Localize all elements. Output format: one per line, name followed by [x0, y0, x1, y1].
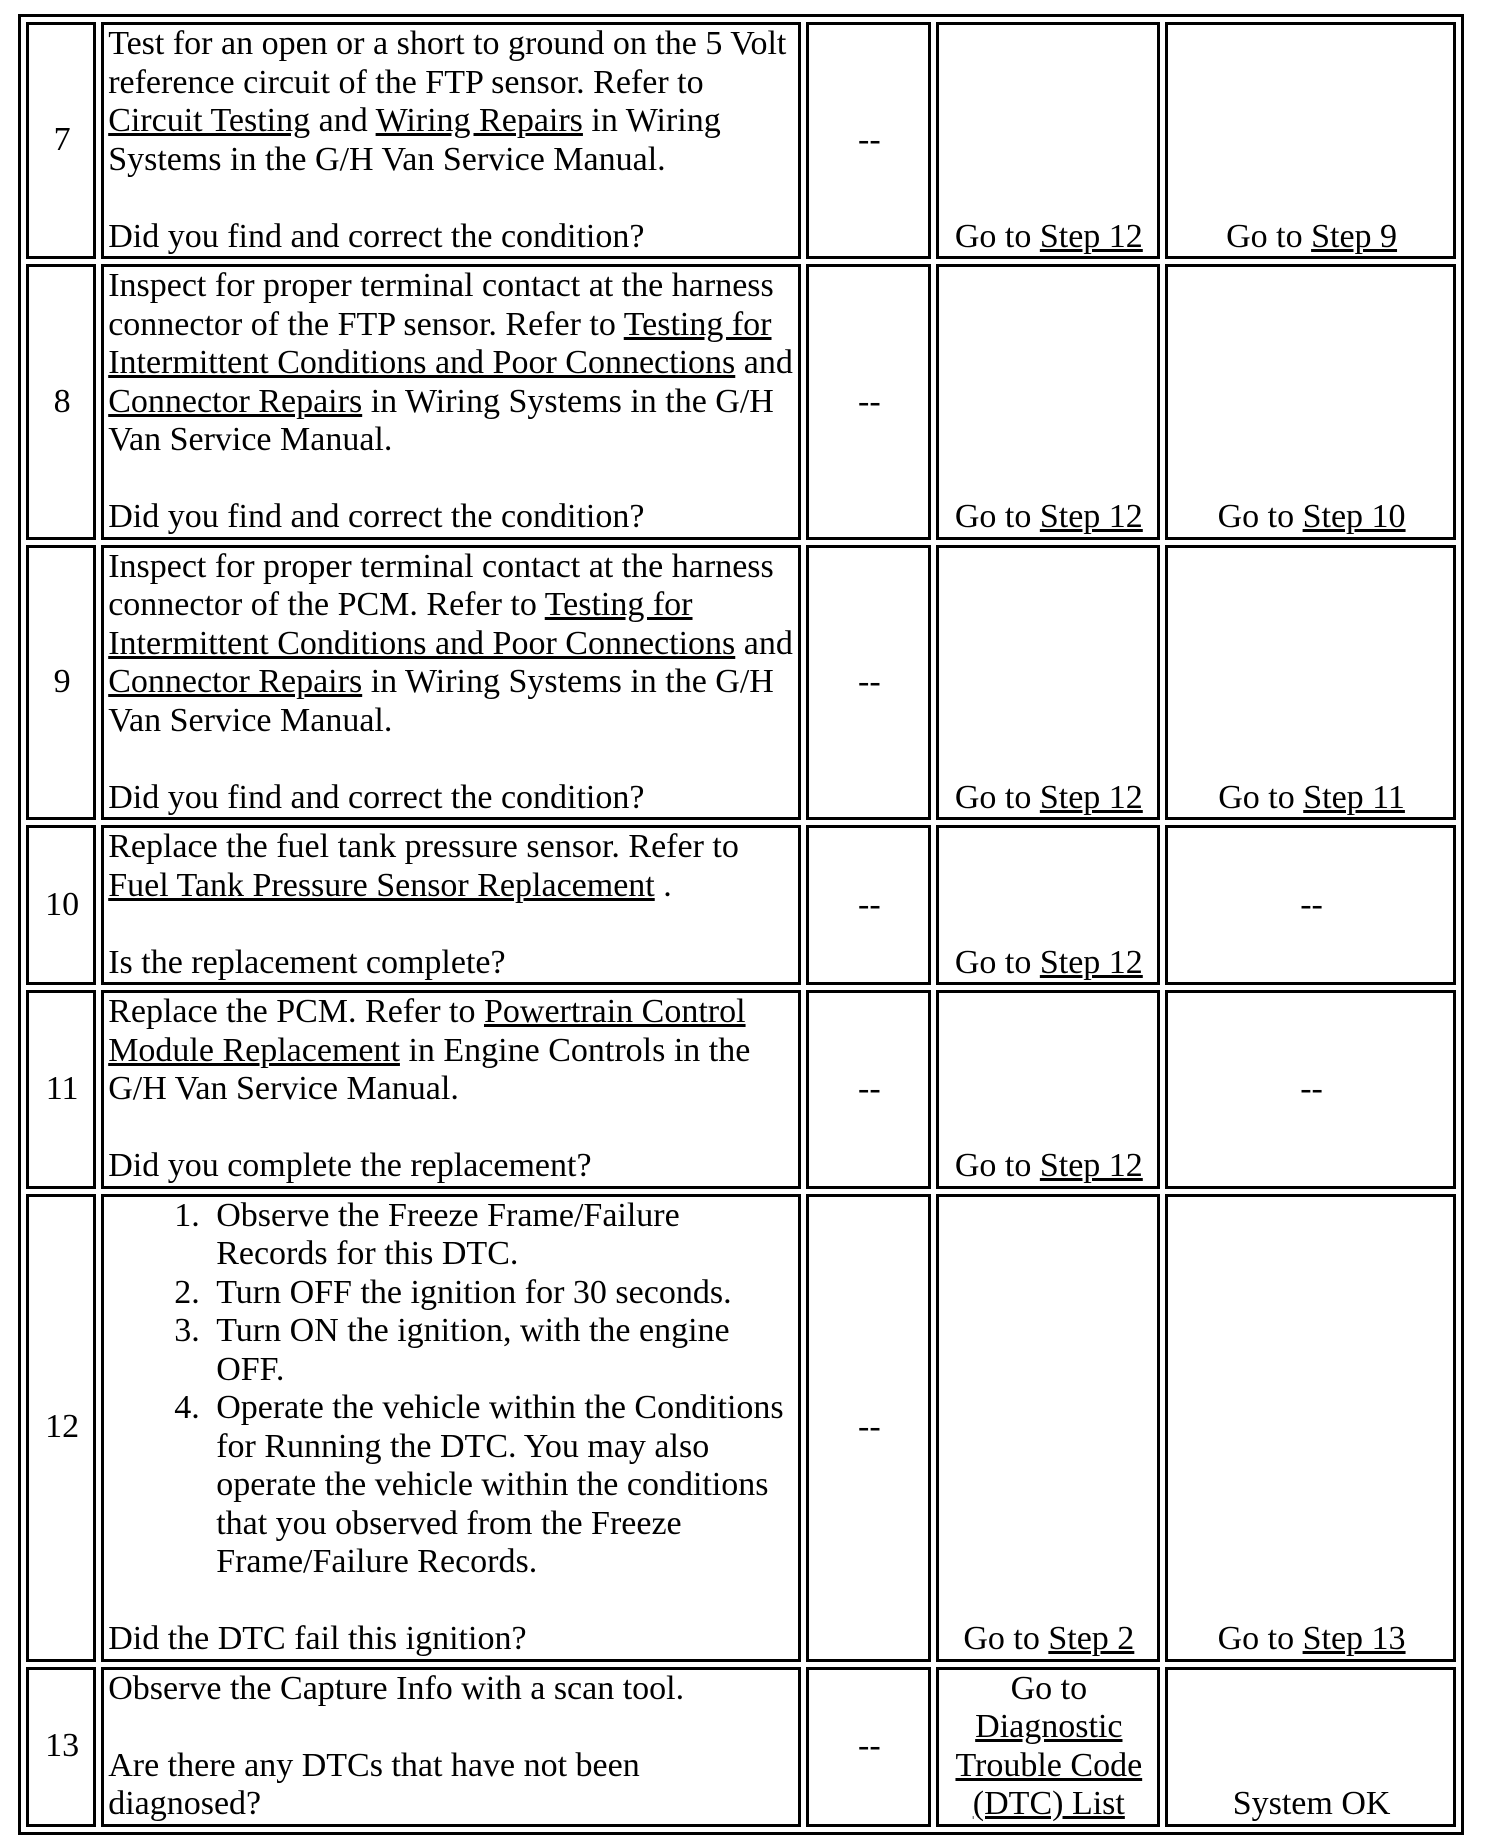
goto-prefix: Go to [954, 943, 1040, 981]
action-text-segment: and [735, 624, 793, 662]
goto-prefix: Go to [954, 498, 1040, 535]
action-cell [101, 1194, 801, 1662]
no-cell [1165, 1667, 1456, 1827]
step-number: 9 [26, 545, 96, 821]
action-text-segment: Replace the PCM. Refer to [108, 993, 484, 1030]
action-text-segment: in Wiring Systems in the G/H Van Service Manual. [108, 663, 774, 739]
goto-prefix: Go to [963, 1620, 1049, 1657]
action-text [108, 25, 796, 179]
goto-prefix: Go to [1217, 498, 1303, 535]
table-row [26, 545, 1456, 821]
action-cell [101, 22, 801, 259]
reference-link[interactable]: Testing for Intermittent Conditions and Poor Connections [108, 586, 736, 662]
goto-link[interactable]: Step 11 [1303, 778, 1405, 816]
action-cell [101, 264, 801, 540]
value-cell: -- [806, 990, 930, 1189]
action-text-segment: Test for an open or a short to ground on the 5 Volt reference circuit of the FTP sensor. Refer to [108, 25, 787, 101]
goto-link[interactable]: Step 2 [1048, 1620, 1135, 1657]
step-number: 11 [26, 990, 96, 1189]
spacer [108, 1582, 796, 1621]
goto-link[interactable]: Step 10 [1302, 498, 1406, 535]
no-cell [1165, 825, 1456, 985]
spacer [108, 179, 796, 218]
reference-link[interactable]: Powertrain Control Module Replacement [108, 993, 746, 1069]
no-cell [1165, 264, 1456, 540]
question-text: Are there any DTCs that have not been diagnosed? [108, 1746, 640, 1822]
procedure-list [108, 1197, 796, 1582]
yes-cell [936, 1667, 1161, 1827]
cell-text: -- [1300, 885, 1323, 923]
step-number: 10 [26, 825, 96, 985]
procedure-item: 1. Observe the Freeze Frame/Failure Records for this DTC. [208, 1197, 796, 1274]
no-cell [1165, 990, 1456, 1189]
goto-link[interactable]: Step 12 [1039, 217, 1143, 255]
question-text: Did you complete the replacement? [108, 1147, 592, 1184]
action-text-segment: and [310, 102, 376, 139]
no-cell [1165, 1194, 1456, 1662]
step-number: 13 [26, 1667, 96, 1827]
spacer [108, 1708, 796, 1747]
goto-prefix: Go to [1217, 1620, 1303, 1657]
question-text: Did you find and correct the condition? [108, 217, 645, 255]
procedure-item: 2. Turn OFF the ignition for 30 seconds. [208, 1274, 796, 1313]
reference-link[interactable]: Connector Repairs [108, 663, 363, 700]
action-text-segment: Replace the fuel tank pressure sensor. Refer to [108, 828, 739, 865]
reference-link[interactable]: Fuel Tank Pressure Sensor Replacement [108, 866, 655, 904]
question-text: Did you find and correct the condition? [108, 498, 645, 535]
table-row [26, 990, 1456, 1189]
reference-link[interactable]: Testing for Intermittent Conditions and Poor Connections [108, 305, 772, 381]
value-cell: -- [806, 545, 930, 821]
procedure-item: 3. Turn ON the ignition, with the engine OFF. [208, 1312, 796, 1389]
diagnostic-table-container [18, 14, 1464, 1822]
reference-link[interactable]: Circuit Testing [108, 102, 311, 139]
goto-link[interactable]: Step 9 [1311, 217, 1398, 255]
action-text-segment: Inspect for proper terminal contact at the harness connector of the PCM. Refer to [108, 547, 774, 623]
question-text: Did the DTC fail this ignition? [108, 1620, 527, 1657]
goto-link[interactable]: Step 12 [1039, 1147, 1143, 1184]
procedure-item: 4. Operate the vehicle within the Conditions for Running the DTC. You may also operate the vehicle within the conditions that you observed from the Freeze Frame/Failure Records. [208, 1389, 796, 1582]
yes-cell [936, 990, 1161, 1189]
table-row [26, 1194, 1456, 1662]
action-cell [101, 990, 801, 1189]
action-text-segment: and [735, 344, 793, 381]
action-cell [101, 545, 801, 821]
goto-prefix: Go to [954, 778, 1040, 816]
no-cell [1165, 545, 1456, 821]
action-text [108, 993, 796, 1109]
action-text-segment: Observe the Capture Info with a scan tool. [108, 1669, 685, 1707]
goto-link[interactable]: Step 12 [1039, 498, 1143, 535]
diagnostic-table [18, 14, 1464, 1835]
table-row [26, 1667, 1456, 1827]
yes-cell [936, 545, 1161, 821]
value-cell: -- [806, 264, 930, 540]
action-text-segment: in Engine Controls in the G/H Van Service Manual. [108, 1031, 751, 1107]
question-text: Is the replacement complete? [108, 943, 506, 981]
value-cell: -- [806, 22, 930, 259]
action-text-segment: . [654, 866, 672, 904]
goto-prefix: Go to [954, 217, 1040, 255]
goto-prefix: Go to [1218, 778, 1304, 816]
spacer [108, 460, 796, 499]
action-text-segment: in Wiring Systems in the G/H Van Service Manual. [108, 102, 721, 178]
step-number: 7 [26, 22, 96, 259]
action-text [108, 1670, 796, 1709]
yes-cell [936, 264, 1161, 540]
table-row [26, 264, 1456, 540]
yes-cell [936, 825, 1161, 985]
action-text-segment: Inspect for proper terminal contact at the harness connector of the FTP sensor. Refer to [108, 267, 774, 343]
no-cell [1165, 22, 1456, 259]
spacer [108, 905, 796, 944]
value-cell: -- [806, 825, 930, 985]
yes-cell [936, 1194, 1161, 1662]
goto-link[interactable]: Diagnostic Trouble Code (DTC) List [955, 1708, 1143, 1822]
value-cell: -- [806, 1194, 930, 1662]
table-row [26, 825, 1456, 985]
goto-link[interactable]: Step 12 [1039, 778, 1143, 816]
goto-link[interactable]: Step 12 [1039, 943, 1143, 981]
action-text [108, 548, 796, 741]
step-number: 12 [26, 1194, 96, 1662]
cell-text: -- [1300, 1070, 1323, 1107]
action-text [108, 828, 796, 905]
action-text [108, 267, 796, 460]
action-cell [101, 1667, 801, 1827]
yes-cell [936, 22, 1161, 259]
action-text-segment: in Wiring Systems in the G/H Van Service Manual. [108, 382, 774, 458]
goto-prefix: Go to [1226, 217, 1312, 255]
action-cell [101, 825, 801, 985]
spacer [108, 740, 796, 779]
goto-prefix: Go to [1010, 1669, 1088, 1707]
reference-link[interactable]: Connector Repairs [108, 382, 363, 420]
goto-prefix: Go to [954, 1147, 1040, 1184]
value-cell: -- [806, 1667, 930, 1827]
diagnostic-table-body [26, 22, 1456, 1827]
goto-link[interactable]: Step 13 [1302, 1620, 1406, 1657]
step-number: 8 [26, 264, 96, 540]
spacer [108, 1109, 796, 1148]
question-text: Did you find and correct the condition? [108, 778, 645, 816]
reference-link[interactable]: Wiring Repairs [375, 102, 583, 139]
table-row [26, 22, 1456, 259]
cell-text: System OK [1232, 1785, 1391, 1822]
